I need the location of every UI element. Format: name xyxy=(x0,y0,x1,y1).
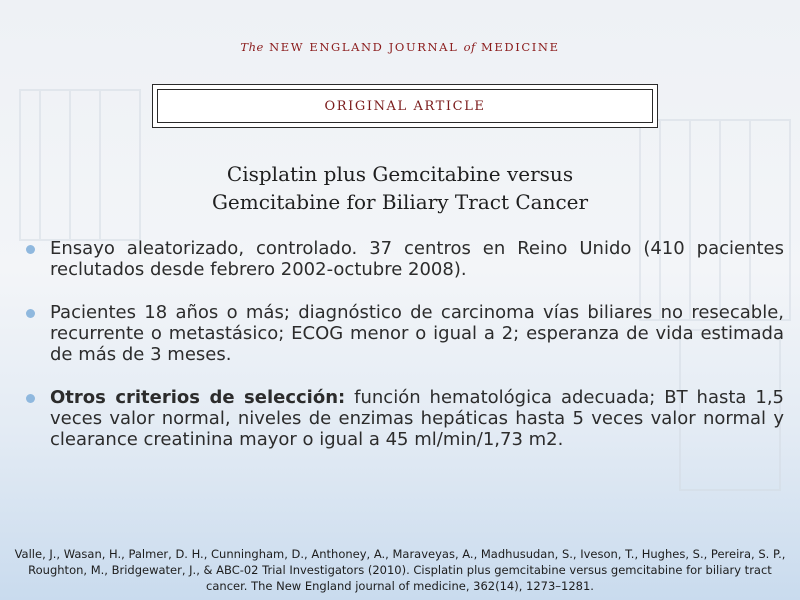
bullet-text: función hematológica adecuada; BT hasta 1,5 veces valor normal, niveles de enzimas hepáticas hasta 5 veces valor normal y clearance creatinina mayor o igual a 45 ml/min/1,73 m2. xyxy=(50,387,784,450)
bullet-bold: Otros criterios de selección: xyxy=(50,387,346,408)
journal-of: of xyxy=(463,40,476,54)
bullet-item-criteria xyxy=(26,387,784,450)
paper-title-line-1: Cisplatin plus Gemcitabine versus xyxy=(226,162,574,186)
bullet-text: Ensayo aleatorizado, controlado. 37 centros en Reino Unido (410 pacientes reclutados desde febrero 2002-octubre 2008). xyxy=(50,238,784,280)
paper-title xyxy=(0,160,800,216)
article-type-box xyxy=(152,84,658,128)
bullet-item-patients xyxy=(26,302,784,365)
paper-title-line-2: Gemcitabine for Biliary Tract Cancer xyxy=(211,190,589,214)
journal-prefix: The xyxy=(240,40,264,54)
bullet-dot-icon xyxy=(26,245,35,254)
journal-header xyxy=(0,40,800,54)
journal-name: NEW ENGLAND JOURNAL xyxy=(269,40,459,54)
journal-suffix: MEDICINE xyxy=(481,40,560,54)
article-type-label: ORIGINAL ARTICLE xyxy=(157,89,653,123)
bullet-item-design xyxy=(26,238,784,280)
bullet-text: Pacientes 18 años o más; diagnóstico de carcinoma vías biliares no resecable, recurrente o metastásico; ECOG menor o igual a 2; esperanza de vida estimada de más de 3 meses. xyxy=(50,302,784,365)
bullet-dot-icon xyxy=(26,309,35,318)
reference-citation: Valle, J., Wasan, H., Palmer, D. H., Cunningham, D., Anthoney, A., Maraveyas, A., Madhusudan, S., Iveson, T., Hughes, S., Pereira, S. P., Roughton, M., Bridgewater, J., & ABC-02 Trial Investigators (2010). Cisplatin plus gemcitabine versus gemcitabine for biliary tract cancer. The New England journal of medicine, 362(14), 1273–1281. xyxy=(14,547,786,593)
bullet-list xyxy=(26,238,784,472)
bullet-dot-icon xyxy=(26,394,35,403)
